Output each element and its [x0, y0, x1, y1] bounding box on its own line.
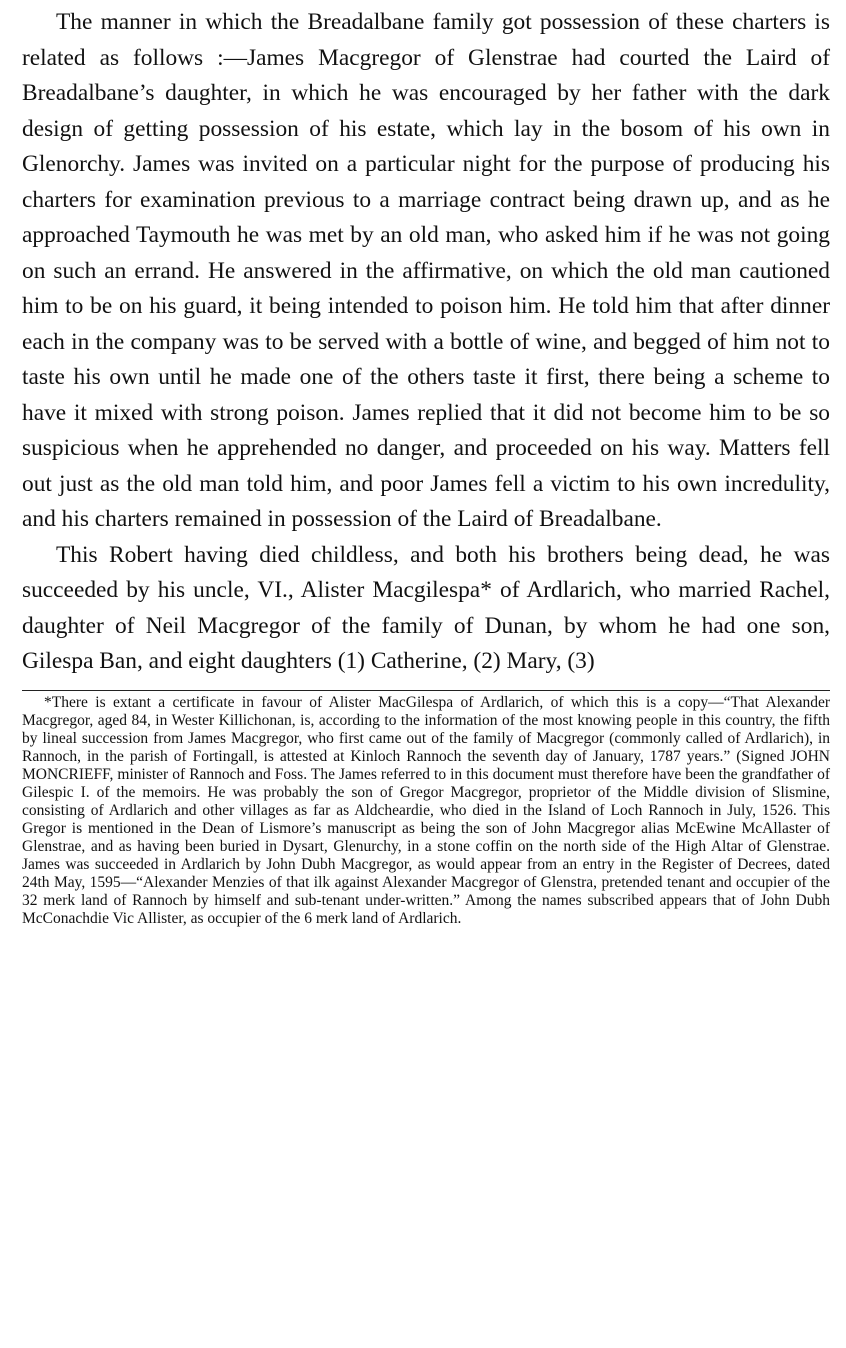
- paragraph-succession: This Robert having died childless, and both his brothers being dead, he was succeeded by his uncle, VI., Alister Macgilespa* of Ardlarich, who married Rachel, daughter of Neil Macgregor of the family of Dunan, by whom he had one son, Gilespa Ban, and eight daughters (1) Catherine, (2) Mary, (3): [22, 541, 830, 674]
- book-page: [22, 0, 830, 928]
- footnote-divider: [22, 690, 830, 691]
- footnote: *There is extant a certificate in favour of Alister MacGilespa of Ardlarich, of which this is a copy—“That Alexander Macgregor, aged 84, in Wester Killichonan, is, according to the information of the most knowing people in this country, the fifth by lineal succession from James Macgregor, who first came out of the family of Macgregor (commonly called of Ardlarich), in Rannoch, in the parish of Fortingall, is attested at Kinloch Rannoch the seventh day of January, 1787 years.” (Signed JOHN MONCRIEFF, minister of Rannoch and Foss. The James referred to in this document must therefore have been the grandfather of Gilespic I. of the memoirs. He was probably the son of Gregor Macgregor, proprietor of the Middle division of Slismine, consisting of Ardlarich and other villages as far as Aldcheardie, who died in the Island of Loch Rannoch in July, 1526. This Gregor is mentioned in the Dean of Lismore’s manuscript as being the son of John Macgregor alias McEwine McAllaster of Glenstrae, and as having been buried in Dysart, Glenurchy, in a stone coffin on the north side of the High Altar of Glenstrae. James was succeeded in Ardlarich by John Dubh Macgregor, as would appear from an entry in the Register of Decrees, dated 24th May, 1595—“Alexander Menzies of that ilk against Alexander Macgregor of Glenstra, pretended tenant and occupier of the 32 merk land of Rannoch by himself and sub-tenant under-written.” Among the names subscribed appears that of John Dubh McConachdie Vic Allister, as occupier of the 6 merk land of Ardlarich.: [22, 693, 830, 927]
- main-text: [22, 5, 830, 680]
- paragraph-charters: The manner in which the Breadalbane family got possession of these charters is related as follows :—James Macgregor of Glenstrae had courted the Laird of Breadalbane’s daughter, in which he was encouraged by her father with the dark design of getting possession of his estate, which lay in the bosom of his own in Glenorchy. James was invited on a particular night for the purpose of producing his charters for examination previous to a marriage contract being drawn up, and as he approached Taymouth he was met by an old man, who asked him if he was not going on such an errand. He answered in the affirmative, on which the old man cautioned him to be on his guard, it being intended to poison him. He told him that after dinner each in the company was to be served with a bottle of wine, and begged of him not to taste his own until he made one of the others taste it first, there being a scheme to have it mixed with strong poison. James replied that it did not become him to be so suspicious when he apprehended no danger, and proceeded on his way. Matters fell out just as the old man told him, and poor James fell a victim to his own incredulity, and his charters remained in possession of the Laird of Breadalbane.: [22, 9, 830, 532]
